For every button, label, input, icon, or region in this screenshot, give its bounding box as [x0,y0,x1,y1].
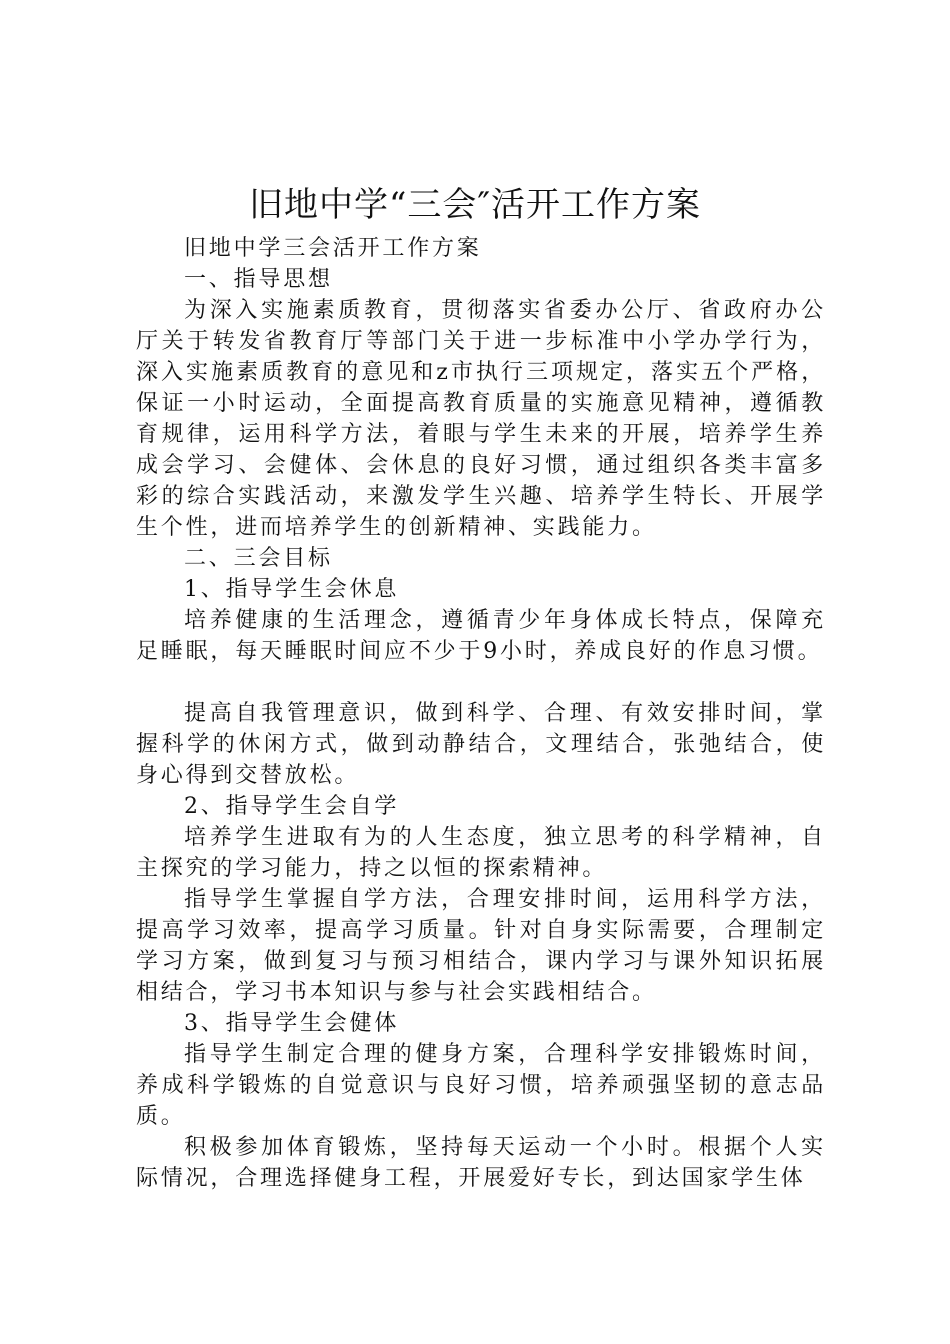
paragraph-spacer [136,667,826,698]
document-body [136,233,826,1194]
subheading-self-study: 2、指导学生会自学 [184,794,400,819]
paragraph-fitness-1: 指导学生制定合理的健身方案，合理科学安排锻炼时间，养成科学锻炼的自觉意识与良好习惯，培养顽强坚韧的意志品质。 [136,1042,826,1129]
section-heading-three-goals: 二、三会目标 [184,546,333,571]
section-heading-guiding-ideology: 一、指导思想 [184,267,333,292]
subheading-rest: 1、指导学生会休息 [184,577,400,602]
document-title: 旧地中学“三会″活开工作方案 [248,185,702,225]
paragraph-self-study-1: 培养学生进取有为的人生态度，独立思考的科学精神，自主探究的学习能力，持之以恒的探索精神。 [136,825,826,881]
paragraph-guiding-ideology: 为深入实施素质教育，贯彻落实省委办公厅、省政府办公厅关于转发省教育厅等部门关于进一步标准中小学办学行为，深入实施素质教育的意见和z市执行三项规定，落实五个严格，保证一小时运动，全面提高教育质量的实施意见精神，遵循教育规律，运用科学方法，着眼与学生未来的开展，培养学生养成会学习、会健体、会休息的良好习惯，通过组织各类丰富多彩的综合实践活动，来激发学生兴趣、培养学生特长、开展学生个性，进而培养学生的创新精神、实践能力。 [136,298,826,540]
paragraph-rest-2: 提高自我管理意识，做到科学、合理、有效安排时间，掌握科学的休闲方式，做到动静结合，文理结合，张弛结合，使身心得到交替放松。 [136,701,826,788]
subheading-fitness: 3、指导学生会健体 [184,1011,400,1036]
paragraph-subtitle: 旧地中学三会活开工作方案 [184,236,482,261]
paragraph-fitness-2: 积极参加体育锻炼，坚持每天运动一个小时。根据个人实际情况，合理选择健身工程，开展爱好专长，到达国家学生体 [136,1135,826,1191]
paragraph-self-study-2: 指导学生掌握自学方法，合理安排时间，运用科学方法，提高学习效率，提高学习质量。针对自身实际需要，合理制定学习方案，做到复习与预习相结合，课内学习与课外知识拓展相结合，学习书本知识与参与社会实践相结合。 [136,887,826,1005]
paragraph-rest-1: 培养健康的生活理念，遵循青少年身体成长特点，保障充足睡眠，每天睡眠时间应不少于9小时，养成良好的作息习惯。 [136,608,826,664]
